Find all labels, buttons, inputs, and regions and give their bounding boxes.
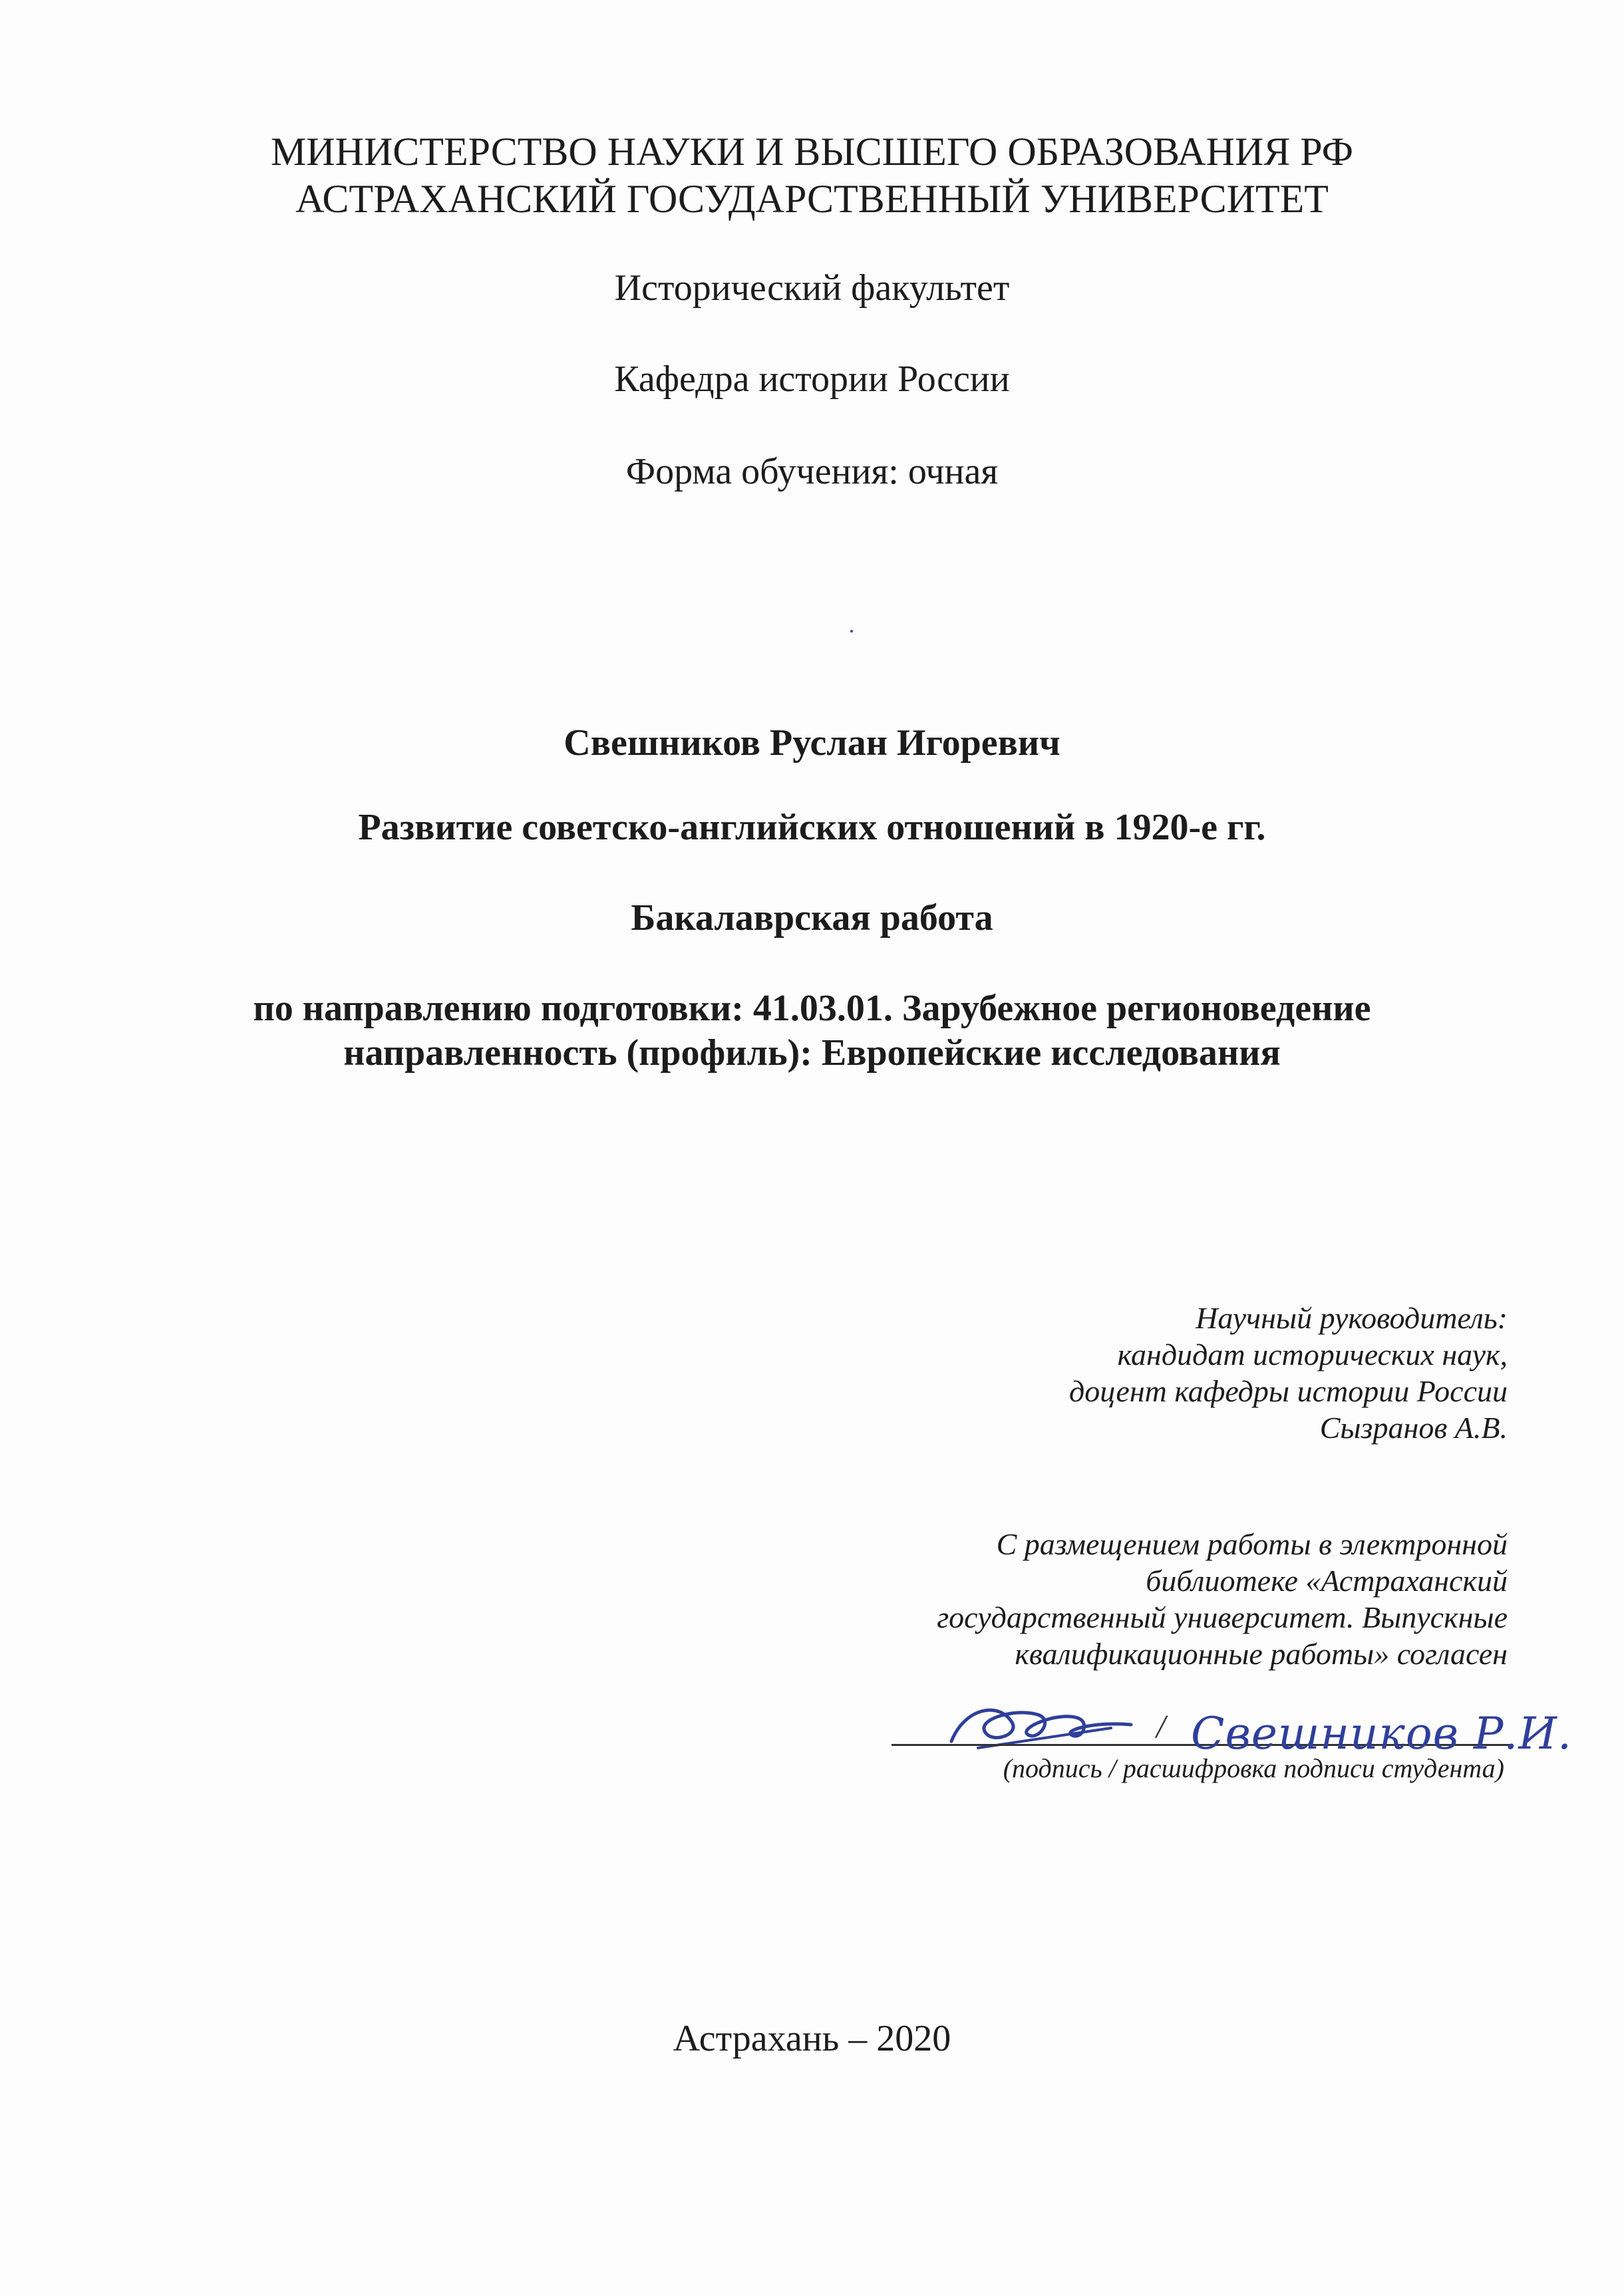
work-type: Бакалаврская работа bbox=[631, 897, 993, 938]
supervisor-label: Научный руководитель: bbox=[1196, 1301, 1508, 1335]
supervisor-degree: кандидат исторических наук, bbox=[1117, 1338, 1508, 1371]
author-name: Свешников Руслан Игоревич bbox=[564, 722, 1060, 764]
faculty: Исторический факультет bbox=[614, 267, 1010, 309]
department: Кафедра истории России bbox=[614, 359, 1010, 400]
ministry-heading: МИНИСТЕРСТВО НАУКИ И ВЫСШЕГО ОБРАЗОВАНИЯ РФ bbox=[270, 130, 1354, 174]
university-heading: АСТРАХАНСКИЙ ГОСУДАРСТВЕННЫЙ УНИВЕРСИТЕТ bbox=[295, 177, 1329, 221]
study-form: Форма обучения: очная bbox=[625, 451, 999, 492]
study-profile: направленность (профиль): Европейские исследования bbox=[343, 1032, 1281, 1074]
thesis-title: Развитие советско-английских отношений в 1920-е гг. bbox=[358, 807, 1266, 848]
consent-line-1: С размещением работы в электронной bbox=[996, 1527, 1508, 1561]
signature-caption: (подпись / расшифровка подписи студента) bbox=[1003, 1753, 1504, 1783]
signature-separator: / bbox=[1156, 1707, 1166, 1745]
study-direction: по направлению подготовки: 41.03.01. Зарубежное регионоведение bbox=[253, 988, 1371, 1029]
supervisor-name: Сызранов А.В. bbox=[1319, 1411, 1508, 1445]
consent-line-3: государственный университет. Выпускные bbox=[937, 1600, 1508, 1634]
stray-dot bbox=[850, 630, 853, 633]
consent-line-2: библиотеке «Астраханский bbox=[1146, 1564, 1508, 1598]
consent-line-4: квалификационные работы» согласен bbox=[1015, 1637, 1508, 1671]
city-year: Астрахань – 2020 bbox=[673, 2018, 951, 2059]
handwritten-name: Свешников Р.И. bbox=[1191, 1708, 1572, 1759]
supervisor-position: доцент кафедры истории России bbox=[1068, 1374, 1508, 1408]
